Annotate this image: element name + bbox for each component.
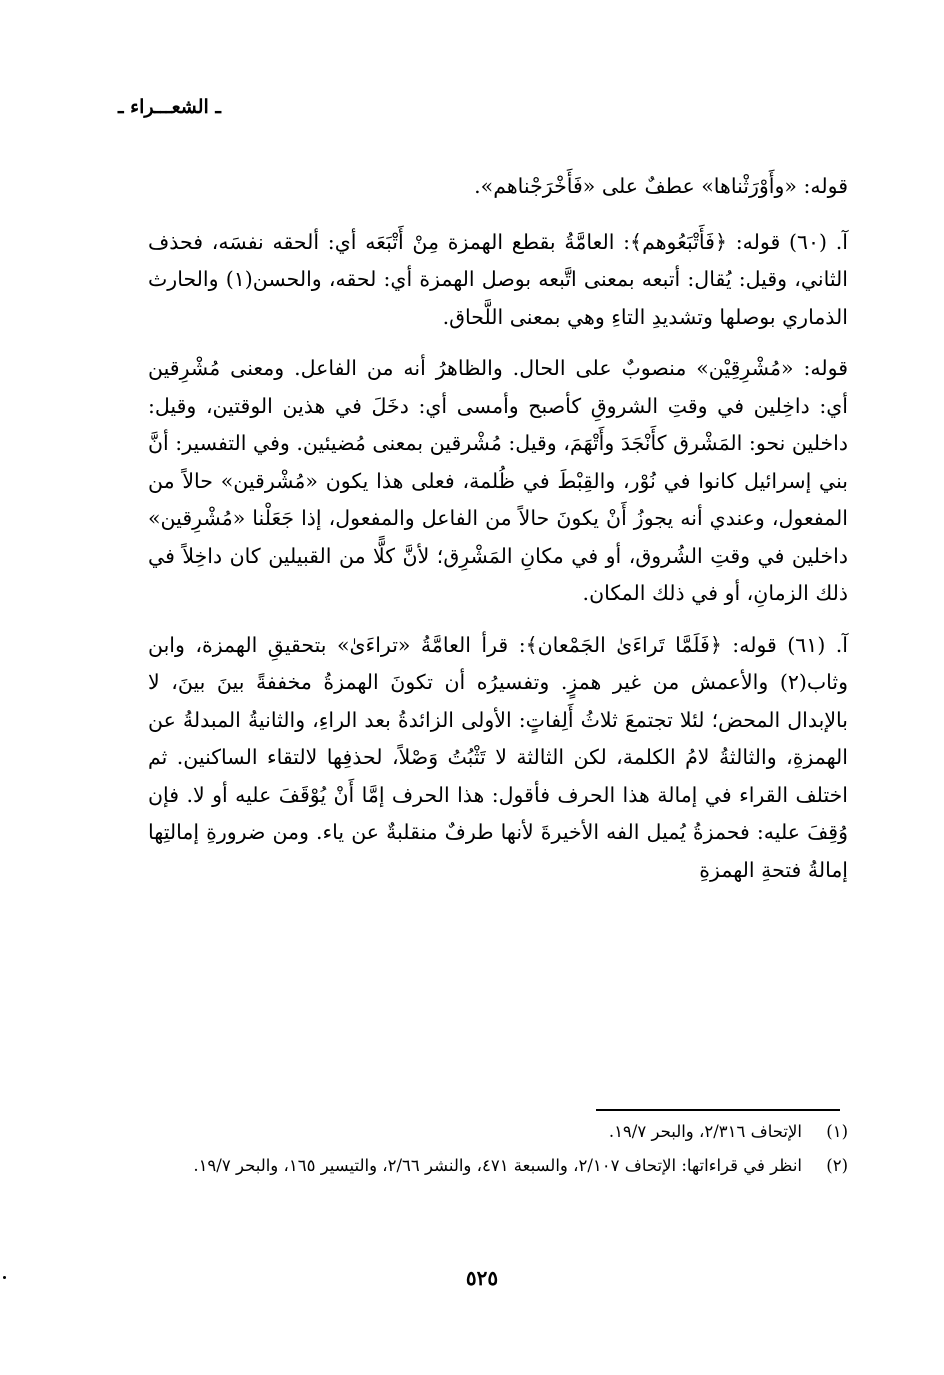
main-text xyxy=(148,168,848,903)
running-header: ـ الشعـــراء ـ xyxy=(118,96,221,118)
scan-speck xyxy=(3,1276,6,1279)
footnote-item xyxy=(148,1118,848,1146)
footnote-separator xyxy=(596,1109,840,1111)
paragraph-1: قوله: «وأَوْرَثْناها» عطفٌ على «فَأَخْرَجْناهم». xyxy=(474,174,848,198)
footnote-mark: (١) xyxy=(826,1122,848,1141)
footnote-text: انظر في قراءاتها: الإتحاف ٢/١٠٧، والسبعة ٤٧١، والنشر ٢/٦٦، والتيسير ١٦٥، والبحر ١٩/٧. xyxy=(193,1156,802,1175)
paragraph-verse-60: آ. (٦٠) قوله: ﴿فَأَتْبَعُوهم﴾: العامَّةُ بقطع الهمزة مِنْ أَتْبَعَه أي: ألحقه نفسَه، فحذف الثاني، وقيل: يُقال: أتبعه بمعنى اتَّبعه بوصل الهمزة أي: لحقه، والحسن(١) والحارث الذماري بوصلها وتشديدِ التاءِ وهي بمعنى اللَّحاق. xyxy=(148,229,848,329)
paragraph-verse-61: آ. (٦١) قوله: ﴿فَلَمَّا تَراءَىٰ الجَمْعان﴾: قرأ العامَّةُ «تراءَىٰ» بتحقيقِ الهمزة، وابن وثاب(٢) والأعمش من غير همزٍ. وتفسيرُه أن تكونَ الهمزةُ مخففةً بينَ بينَ، لا بالإبدال المحض؛ لئلا تجتمعَ ثلاثُ أَلِفاتٍ: الأولى الزائدةُ بعد الراءِ، والثانيةُ المبدلةُ عن الهمزةِ، والثالثةُ لامُ الكلمة، لكن الثالثة لا تَثْبُتُ وَصْلاً، لحذفِها لالتقاء الساكنين. ثم اختلف القراء في إمالة هذا الحرف فأقول: هذا الحرف إمَّا أَنْ يُوْقَفَ عليه أو لا. فإن وُقِفَ عليه: فحمزةُ يُميل الفه الأخيرةَ لأنها طرفٌ منقلبةٌ عن ياء. ومن ضرورةِ إمالتِها إمالةُ فتحةِ الهمزةِ xyxy=(148,632,848,882)
footnotes xyxy=(148,1118,848,1186)
paragraph-mushriqin: قوله: «مُشْرِقِيْن» منصوبٌ على الحال. والظاهرُ أنه من الفاعل. ومعنى مُشْرِقين أي: داخِلين في وقتِ الشروقِ كأصبح وأمسى أي: دخَلَ في هذين الوقتين، وقيل: داخلين نحو: المَشْرق كأَنْجَدَ وأَتْهَمَ، وقيل: مُشْرقين بمعنى مُضيئين. وفي التفسير: أنَّ بني إسرائيل كانوا في نُوْر، والقِبْطَ في ظُلمة، فعلى هذا يكون «مُشْرقين» حالاً من المفعول، وعندي أنه يجوزُ أَنْ يكونَ حالاً من الفاعل والمفعول، إذا جَعَلْنا «مُشْرِقين» داخلين في وقتِ الشُروق، أو في مكانِ المَشْرِق؛ لأنَّ كلًّا من القبيلين كان داخِلاً في ذلك الزمانِ، أو في ذلك المكان. xyxy=(148,356,848,605)
page-number: ٥٢٥ xyxy=(465,1266,499,1290)
footnote-mark: (٢) xyxy=(826,1156,848,1175)
footnote-item xyxy=(148,1152,848,1180)
footnote-text: الإتحاف ٢/٣١٦، والبحر ١٩/٧. xyxy=(608,1122,802,1141)
